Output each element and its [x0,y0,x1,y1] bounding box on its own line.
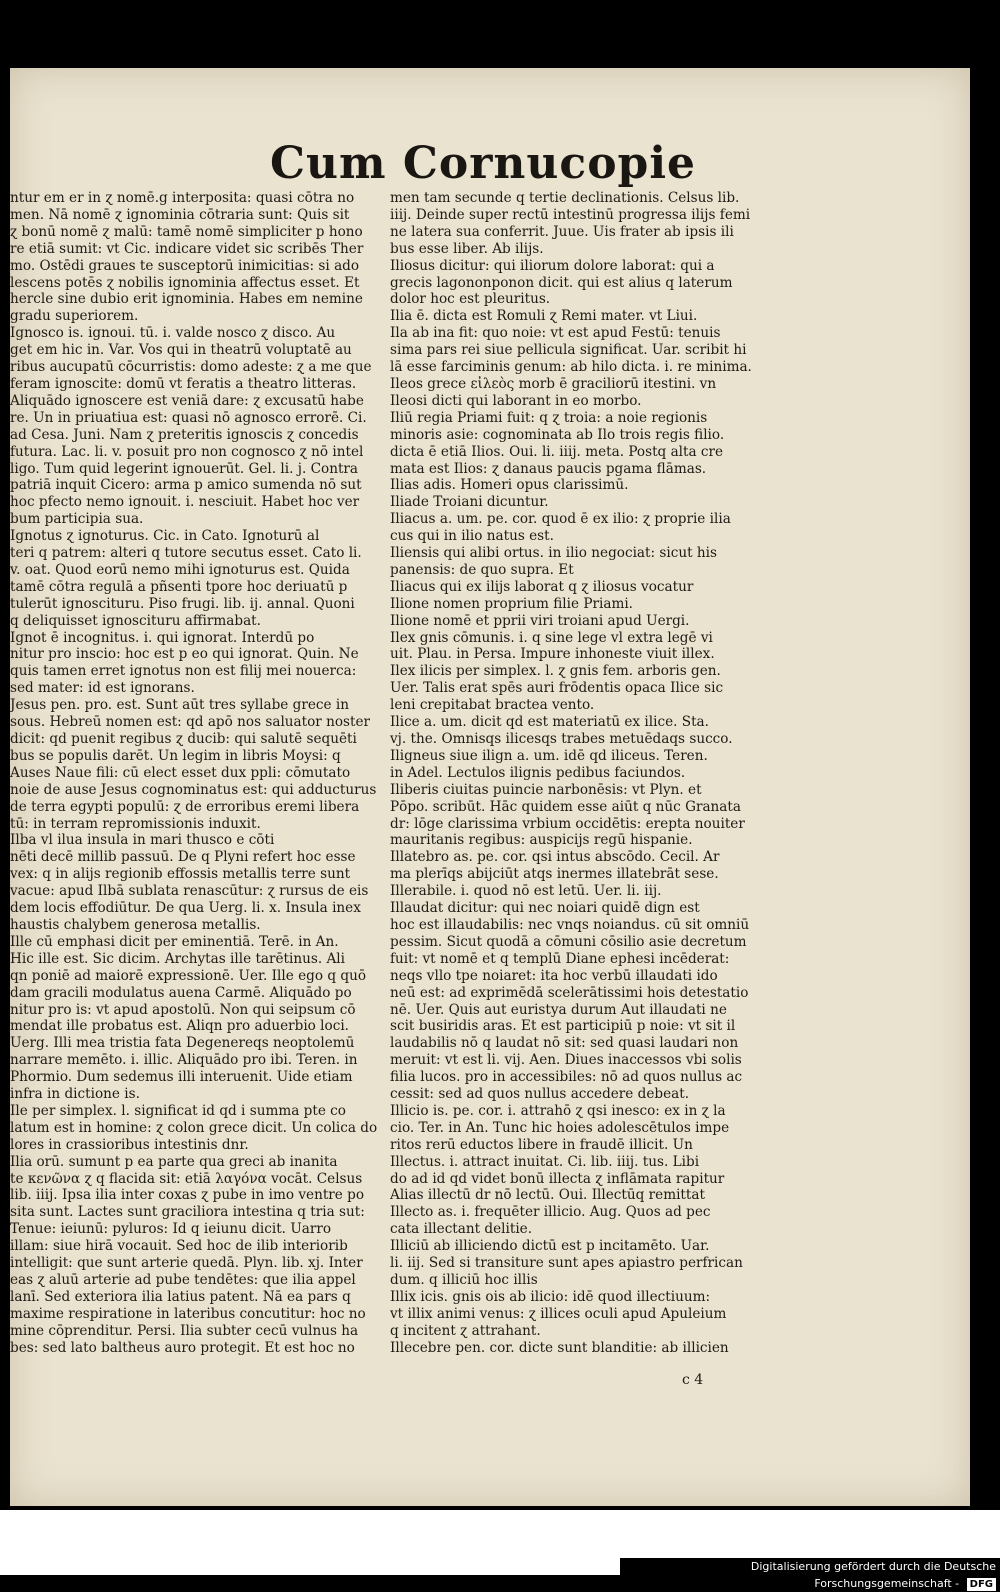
text-line: Ilice a. um. dicit qd est materiatū ex ilice. Sta. [390,714,709,731]
text-line: Illaudat dicitur: qui nec noiari quidē dign est [390,900,700,917]
text-line: dem locis effodiūtur. De qua Uerg. li. x. Insula inex [10,900,361,917]
text-line: tū: in terram repromissionis induxit. [10,815,261,832]
text-line: Illerabile. i. quod nō est letū. Uer. li. iij. [390,883,662,900]
text-line: de terra egypti populū: ɀ de erroribus eremi libera [10,798,360,815]
text-line: ribus aucupatū cōcurristis: domo adeste: ɀ a me que [10,359,372,376]
text-line: ma plerīqs abijciūt atqs inermes illatebrāt sese. [390,866,719,883]
text-line: Ileosi dicti qui laborant in eo morbo. [390,392,642,409]
text-line: panensis: de quo supra. Et [390,561,574,578]
text-line: dam gracili modulatus auena Carmē. Aliquādo po [10,984,352,1001]
text-line: eas ɀ aluū arterie ad pube tendētes: que ilia appel [10,1272,356,1288]
text-line: Uer. Talis erat spēs auri frōdentis opaca Ilice sic [390,680,724,697]
text-line: minoris asie: cognominata ab Ilo trois regis filio. [390,426,725,443]
text-line: Alias illectū dr nō lectū. Oui. Illectūq remittat [390,1187,705,1204]
right-column [390,190,760,1357]
text-line: lescens potēs ɀ nobilis ignominia affectus esset. Et [10,274,360,291]
text-line: mata est Ilios: ɀ danaus paucis pgama flāmas. [390,460,707,477]
text-line: mo. Ostēdi graues te susceptorū inimicitias: si ado [10,257,360,274]
text-line: lores in crassioribus intestinis dnr. [10,1136,249,1153]
text-line: scit busiridis aras. Et est participiū p noie: vt sit il [390,1018,736,1035]
text-line: filia lucos. pro in accessibiles: nō ad quos nullus ac [390,1069,743,1086]
text-line: teri q patrem: alteri q tutore secutus esset. Cato li. [10,545,362,562]
text-line: grecis lagononponon dicit. qui est alius q laterum [390,274,733,291]
text-line: Illatebro as. pe. cor. qsi intus abscōdo. Cecil. Ar [390,849,720,866]
text-line: fuit: vt nomē et q templū Diane ephesi incēderat: [390,950,730,967]
text-line: Ilia ē. dicta est Romuli ɀ Remi mater. vt Liui. [390,308,698,325]
footer-area [0,1510,1000,1590]
text-line: nitur pro inscio: hoc est p eo qui ignorat. Quin. Ne [10,646,359,663]
text-line: Ille cū emphasi dicit per eminentiā. Terē. in An. [10,933,339,950]
running-title: Cum Cornucopie [270,138,697,189]
text-line: gradu superiorem. [10,308,139,325]
text-line: men. Nā nomē ɀ ignominia cōtraria sunt: Quis sit [10,206,350,223]
text-line: latum est in homine: ɀ colon grece dicit. Un colica do [10,1119,378,1136]
text-line: bum participia sua. [10,511,144,528]
text-line: Auses Naue fili: cū elect esset dux ppli: cōmutato [10,764,351,781]
text-line: Jesus pen. pro. est. Sunt aūt tres syllabe grece in [10,697,349,714]
text-line: mauritanis regibus: auspicijs regū hispanie. [390,832,693,849]
text-line: Iliade Troiani dicuntur. [390,494,549,511]
text-line: get em hic in. Var. Vos qui in theatrū voluptatē au [10,342,352,359]
text-line: Iliosus dicitur: qui iliorum dolore laborat: qui a [390,257,715,274]
text-line: Illix icis. gnis ois ab ilicio: idē quod illectiuum: [390,1288,711,1305]
text-line: haustis chalybem generosa metallis. [10,916,261,933]
text-line: lanī. Sed exteriora ilia latius patent. Nā ea pars q [10,1288,351,1305]
text-line: Iliberis ciuitas puincie narbonēsis: vt Plyn. et [390,781,702,798]
text-line: dicta ē etiā Ilios. Oui. li. iiij. meta. Postq alta cre [390,443,724,460]
text-line: re etiā sumit: vt Cic. indicare videt sic scribēs Ther [10,240,364,257]
text-line: mendat ille probatus est. Aliqn pro aduerbio loci. [10,1018,349,1035]
text-line: maxime respiratione in lateribus concutitur: hoc no [10,1305,366,1322]
text-line: Ignosco is. ignoui. tū. i. valde nosco ɀ disco. Au [10,325,336,342]
text-line: Ila ab ina fit: quo noie: vt est apud Festū: tenuis [390,325,721,342]
text-line: v. oat. Quod eorū nemo mihi ignoturus est. Quida [10,561,350,578]
text-line: Ilione nomen proprium filie Priami. [390,595,634,612]
text-line: te κενῶνα ɀ q flacida sit: etiā λαγόνα vocāt. Celsus [10,1170,363,1187]
text-line: ad Cesa. Juni. Nam ɀ preteritis ignoscis ɀ concedis [10,426,359,443]
text-line: bus esse liber. Ab ilijs. [390,240,544,257]
text-line: do ad id qd videt bonū illecta ɀ inflāmata rapitur [390,1170,725,1187]
text-line: dolor hoc est pleuritus. [390,291,551,308]
text-line: patriā inquit Cicero: arma p amico sumenda nō sut [10,477,362,494]
text-line: Ileos grece εἰλεὸς morb ē graciliorū itestini. vn [390,375,717,392]
text-line: re. Un in priuatiua est: quasi nō agnosco errorē. Ci. [10,409,367,426]
text-line: narrare memēto. i. illic. Aliquādo pro ibi. Teren. in [10,1052,358,1069]
text-line: Hic ille est. Sic dicim. Archytas ille tarētinus. Ali [10,950,346,967]
text-line: ligo. Tum quid legerint ignouerūt. Gel. li. j. Contra [10,460,359,477]
left-column [10,190,380,1357]
signature-mark: c 4 [682,1372,704,1388]
credit-bar [620,1558,1000,1590]
text-line: q incitent ɀ attrahant. [390,1322,541,1339]
text-line: feram ignoscite: domū vt feratis a theatro litteras. [10,375,357,392]
text-line: Iliacus qui ex ilijs laborat q ɀ iliosus vocatur [390,578,694,595]
text-line: Uerg. Illi mea tristia fata Degenereqs neoptolemū [10,1035,355,1052]
text-line: ntur em er in ɀ nomē.g interposita: quasi cōtra no [10,190,355,206]
text-line: tulerūt ignoscituru. Piso frugi. lib. ij. annal. Quoni [10,595,355,612]
text-line: cus qui in ilio natus est. [390,528,554,545]
text-line: pessim. Sicut quodā a cōmuni cōsilio asie decretum [390,933,747,950]
text-line: meruit: vt est li. vij. Aen. Diues inaccessos vbi solis [390,1052,742,1069]
book-page [10,68,970,1506]
text-line: li. iij. Sed si transiture sunt apes apiastro perfrican [390,1255,743,1272]
text-line: Aliquādo ignoscere est veniā dare: ɀ excusatū habe [10,392,364,409]
text-line: vt illix animi venus: ɀ illices oculi apud Apuleium [390,1305,727,1322]
text-line: vex: q in alijs regionib effossis metallis terre sunt [10,866,351,883]
text-line: cessit: sed ad quos nullus accedere debeat. [390,1086,690,1103]
text-line: Ile per simplex. l. significat id qd i summa pte co [10,1102,346,1119]
text-line: Illecto as. i. frequēter illicio. Aug. Quos ad pec [390,1204,711,1221]
text-line: hoc pfecto nemo ignouit. i. nesciuit. Habet hoc ver [10,494,360,511]
text-line: Illiciū ab illiciendo dictū est p incitamēto. Uar. [390,1238,710,1255]
text-line: Ilex ilicis per simplex. l. ɀ gnis fem. arboris gen. [390,663,721,680]
text-line: Ilba vl ilua insula in mari thusco e cōti [10,832,275,849]
text-line: sous. Hebreū nomen est: qd apō nos saluator noster [10,714,371,731]
text-line: Ilias adis. Homeri opus clarissimū. [390,477,629,494]
text-line: iiij. Deinde super rectū intestinū progressa ilijs femi [390,206,751,223]
text-line: Illecebre pen. cor. dicte sunt blanditie: ab illicien [390,1339,729,1356]
text-line: Pōpo. scribūt. Hāc quidem esse aiūt q nūc Granata [390,798,741,815]
text-line: bus se populis darēt. Un legim in libris Moysi: q [10,747,341,764]
text-line: hercle sine dubio erit ignominia. Habes em nemine [10,291,363,308]
text-line: q deliquisset ignoscituru affirmabat. [10,612,261,629]
credit-text: Digitalisierung gefördert durch die Deutsche Forschungsgemeinschaft - [750,1560,996,1590]
text-line: Iliū regia Priami fuit: q ɀ troia: a noie regionis [390,409,708,426]
text-line: Illectus. i. attract inuitat. Ci. lib. iiij. tus. Libi [390,1153,700,1170]
text-line: cio. Ter. in An. Tunc hic hoies adolescētulos impe [390,1119,730,1136]
text-line: Iliensis qui alibi ortus. in ilio negociat: sicut his [390,545,717,562]
text-line: Ilex gnis cōmunis. i. q sine lege vl extra legē vi [390,629,713,646]
text-line: vacue: apud Ilbā sublata renascūtur: ɀ rursus de eis [10,883,369,900]
text-line: dum. q illiciū hoc illis [390,1272,538,1288]
text-line: Iligneus siue ilign a. um. idē qd iliceus. Teren. [390,747,708,764]
text-line: sima pars rei siue pellicula significat. Uar. scribit hi [390,342,747,359]
text-line: nitur pro is: vt apud apostolū. Non qui seipsum cō [10,1001,356,1018]
text-line: Illicio is. pe. cor. i. attrahō ɀ qsi inesco: ex in ɀ la [390,1102,726,1119]
text-line: cata illectant delitie. [390,1221,533,1238]
text-line: leni crepitabat bractea vento. [390,697,595,714]
text-line: intelligit: que sunt arterie quedā. Plyn. lib. xj. Inter [10,1255,363,1272]
text-line: ne latera sua conferrit. Juue. Uis frater ab ipsis ili [390,223,734,240]
text-line: Tenue: ieiunū: pyluros: Id q ieiunu dicit. Uarro [10,1221,332,1238]
text-line: Phormio. Dum sedemus illi interuenit. Uide etiam [10,1069,353,1086]
text-line: neqs vllo tpe noiaret: ita hoc verbū illaudati ido [390,967,718,984]
text-line: Ilia orū. sumunt p ea parte qua greci ab inanita [10,1153,338,1170]
text-line: dr: lōge clarissima vrbium occidētis: erepta nouiter [390,815,745,832]
text-line: in Adel. Lectulos ilignis pedibus faciundos. [390,764,686,781]
text-line: noie de ause Jesus cognominatus est: qui adducturus [10,781,377,798]
text-line: quis tamen erret ignotus non est filij mei nouerca: [10,663,357,680]
text-line: qn poniē ad maiorē expressionē. Uer. Ille ego q quō [10,967,367,984]
text-line: bes: sed lato baltheus auro protegit. Et est hoc no [10,1339,355,1356]
text-line: laudabilis nō q laudat nō sit: sed quasi laudari non [390,1035,739,1052]
text-line: mine cōprenditur. Persi. Ilia subter cecū vulnus ha [10,1322,359,1339]
text-line: Ilione nomē et pprii viri troiani apud Uergi. [390,612,690,629]
text-line: Ignotus ɀ ignoturus. Cic. in Cato. Ignoturū al [10,528,320,545]
text-line: men tam secunde q tertie declinationis. Celsus lib. [390,190,740,206]
text-line: neū est: ad exprimēdā scelerātissimi hois detestatio [390,984,749,1001]
text-line: illam: siue hirā vocauit. Sed hoc de ilib interiorib [10,1238,348,1255]
text-line: sed mater: id est ignorans. [10,680,195,697]
dfg-logo: DFG [967,1578,996,1591]
text-line: futura. Lac. li. v. posuit pro non cognosco ɀ nō intel [10,443,364,460]
text-line: tamē cōtra regulā a pñsenti tpore hoc deriuatū p [10,578,348,595]
text-line: ɀ bonū nomē ɀ malū: tamē nomē simpliciter p hono [10,223,363,240]
text-line: nē. Uer. Quis aut euristya durum Aut illaudati ne [390,1001,727,1018]
text-line: dicit: qd puenit regibus ɀ ducib: qui salutē sequēti [10,731,357,747]
text-line: infra in dictione is. [10,1086,140,1103]
text-line: vj. the. Omnisqs ilicesqs trabes metuēdaqs succo. [390,731,733,747]
text-line: hoc est illaudabilis: nec vnqs noiandus. cū sit omniū [390,916,750,933]
text-line: lā esse farciminis genum: ab hilo dicta. i. re minima. [390,359,752,376]
text-line: uit. Plau. in Persa. Impure inhoneste viuit illex. [390,646,715,663]
text-line: Ignot ē incognitus. i. qui ignorat. Interdū po [10,629,315,646]
text-line: nēti decē millib passuū. De q Plyni refert hoc esse [10,849,356,866]
text-line: sita sunt. Lactes sunt graciliora intestina q tria sut: [10,1204,365,1221]
text-line: lib. iiij. Ipsa ilia inter coxas ɀ pube in imo ventre po [10,1187,365,1204]
text-line: Iliacus a. um. pe. cor. quod ē ex ilio: ɀ proprie ilia [390,511,731,528]
text-line: ritos rerū eductos libere in fraudē illicit. Un [390,1136,693,1153]
